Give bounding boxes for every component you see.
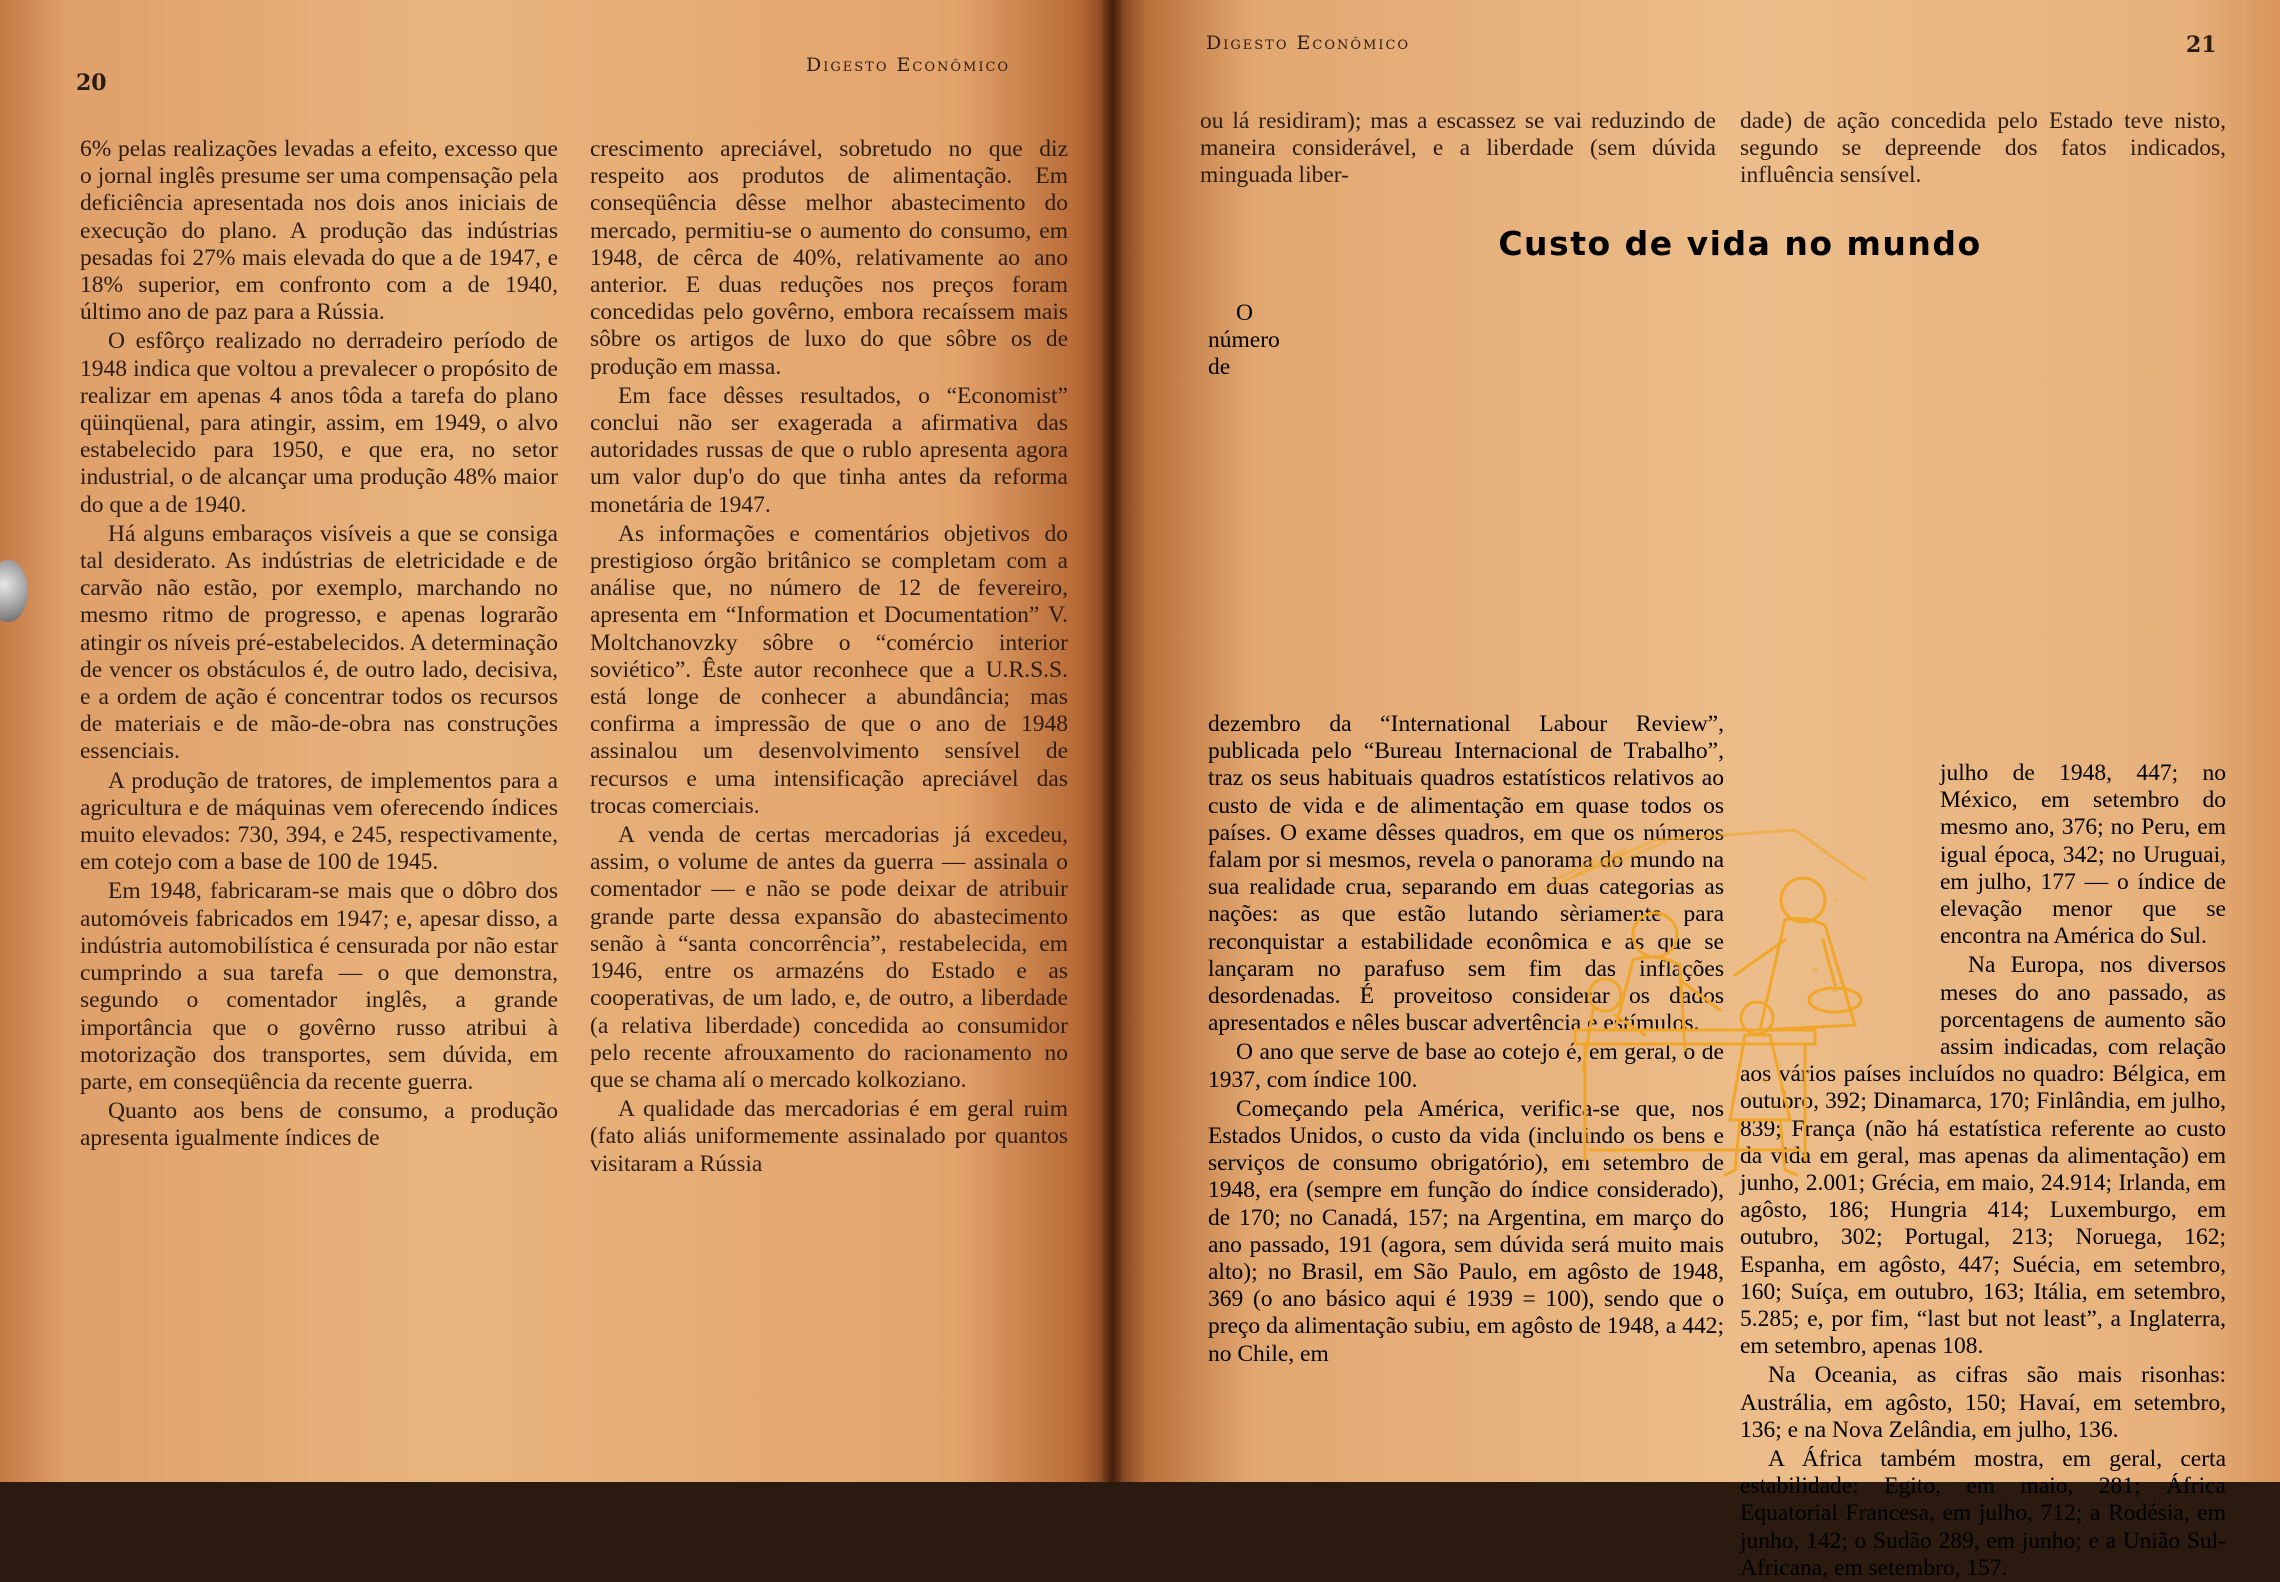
paragraph: 6% pelas realizações levadas a efeito, excesso que o jornal inglês presume ser uma compensação pela deficiência apresentada nos dois anos iniciais de execução do plano. A produção das indústrias pesadas foi 27% mais elevada do que a de 1947, e 18% superior, em confronto com a de 1940, último ano de paz para a Rússia. [80, 136, 558, 326]
paragraph: A qualidade das mercadorias é em geral ruim (fato aliás uniformemente assinalado por quantos visitaram a Rússia [590, 1096, 1068, 1177]
paragraph: A venda de certas mercadorias já excedeu, assim, o volume de antes da guerra — assinala o comentador — e não se pode deixar de atribuir grande parte dessa expansão do abastecimento senão à “santa concorrência”, restabelecida, em 1946, entre os armazéns do Estado e as cooperativas, de um lado, e, de outro, a liberdade (a relativa liberdade) concedida ao consumidor pelo recente afrouxamento do racionamento no que se chama alí o mercado kolkoziano. [590, 822, 1068, 1093]
paragraph: Quanto aos bens de consumo, a produção apresenta igualmente índices de [80, 1098, 558, 1152]
page-number: 20 [76, 70, 107, 96]
paragraph: As informações e comentários objetivos do prestigioso órgão britânico se completam com a análise que, no número de 12 de fevereiro, apresenta em “Information et Documentation” V. Moltchanovzky sôbre o “comércio interior soviético”. Êste autor reconhece que a U.R.S.S. está longe de conhecer a abundância; mas confirma a impressão de que o ano de 1948 assinalou um desenvolvimento sensível de recursos e uma intensificação apreciável das trocas comerciais. [590, 520, 1068, 819]
book-gutter [1100, 0, 1124, 1482]
paragraph: ou lá residiram); mas a escassez se vai reduzindo de maneira considerável, e a liberdade (sem dúvida minguada liber- [1200, 108, 1716, 189]
top-column-1 [1200, 108, 1716, 190]
top-column-2 [1740, 108, 2226, 190]
paragraph: dade) de ação concedida pelo Estado teve nisto, segundo se depreende dos fatos indicados, influência sensível. [1740, 108, 2226, 189]
article-heading: Custo de vida no mundo [1498, 224, 1982, 263]
paragraph: Na Oceania, as cifras são mais risonhas: Austrália, em agôsto, 150; Havaí, em setembro, 136; e na Nova Zelândia, em julho, 136. [1740, 1362, 2226, 1443]
paragraph: O número de dezembro da “International Labour Review”, publicada pelo “Bureau Internacional de Trabalho”, traz os seus habituais quadros estatísticos relativos ao custo de vida e de alimentação em quase todos os países. O exame dêsses quadros, em que os números falam por si mesmos, revela o panorama do mundo na sua realidade crua, separando em duas categorias as nações: as que estão lutando sèriamente para reconquistar a estabilidade econômica e as que se lançaram no parafuso sem fim das inflações desordenadas. É proveitoso considerar os dados apresentados e nêles buscar advertência e estímulos. [1208, 300, 1724, 1037]
paragraph: Em 1948, fabricaram-se mais que o dôbro dos automóveis fabricados em 1947; e, apesar disso, a indústria automobilística é censurada por não estar cumprindo a sua tarefa — o que demonstra, segundo o comentador inglês, a grande importância que o govêrno russo atribui à motorização dos transportes, sem dúvida, em parte, em conseqüência da recente guerra. [80, 878, 558, 1095]
coin-object [0, 560, 28, 622]
paragraph: Há alguns embaraços visíveis a que se consiga tal desiderato. As indústrias de eletricidade e de carvão não estão, por exemplo, marchando no mesmo ritmo de progresso, e apenas lograrão atingir os níveis pré-estabelecidos. A determinação de vencer os obstáculos é, de outro lado, decisiva, e a ordem de ação é concentrar todos os recursos de materiais e de mão-de-obra nas construções essenciais. [80, 520, 558, 765]
paragraph: Na Europa, nos diversos meses do ano passado, as porcentagens de aumento são assim indicadas, com relação aos vários países incluídos no quadro: Bélgica, em outubro, 392; Dinamarca, 170; Finlândia, em julho, 839; França (não há estatística referente ao custo da vida em geral, mas apenas da alimentação) em junho, 2.001; Grécia, em maio, 24.914; Irlanda, em agôsto, 186; Hungria 414; Luxemburgo, em outubro, 302; Portugal, 213; Noruega, 162; Espanha, em agôsto, 447; Suécia, em setembro, 160; Suíça, em outubro, 163; Itália, em setembro, 5.285; e, por fim, “last but not least”, a Inglaterra, em setembro, apenas 108. [1740, 952, 2226, 1360]
paragraph: Em face dêsses resultados, o “Economist” conclui não ser exagerada a afirmativa das autoridades russas de que o rublo apresenta agora um valor dup'o do que tinha antes da reforma monetária de 1947. [590, 382, 1068, 518]
page-number: 21 [2186, 32, 2217, 58]
left-column-1 [80, 136, 558, 1153]
paragraph: Começando pela América, verifica-se que, nos Estados Unidos, o custo da vida (incluindo os bens e serviços de consumo obrigatório), em setembro de 1948, era (sempre em função do índice considerado), de 170; no Canadá, 157; na Argentina, em março do ano passado, 191 (agora, sem dúvida será muito mais alto); no Brasil, em São Paulo, em agôsto de 1948, 369 (o ano básico aqui é 1939 = 100), sendo que o preço da alimentação subiu, em agôsto de 1948, a 442; no Chile, em [1208, 1095, 1724, 1367]
paragraph: O esfôrço realizado no derradeiro período de 1948 indica que voltou a prevalecer o propósito de realizar em apenas 4 anos tôda a tarefa do plano qüinqüenal, para atingir, assim, em 1949, o alvo estabelecido para 1950, e que era, no setor industrial, o de alcançar uma produção 48% maior do que a de 1940. [80, 328, 558, 518]
paragraph: O ano que serve de base ao cotejo é, em geral, o de 1937, com índice 100. [1208, 1039, 1724, 1093]
paragraph: A África também mostra, em geral, certa estabilidade: Egito, em maio, 281; África Equatorial Francesa, em julho, 712; a Rodésia, em junho, 142; o Sudão 289, em junho; e a União Sul-Africana, em setembro, 157. [1740, 1446, 2226, 1581]
paragraph: A produção de tratores, de implementos para a agricultura e de máquinas vem oferecendo índices muito elevados: 730, 394, e 245, respectivamente, em cotejo com a base de 100 de 1945. [80, 767, 558, 876]
paragraph: crescimento apreciável, sobretudo no que diz respeito aos produtos de alimentação. Em conseqüência dêsse melhor abastecimento do mercado, permitiu-se o aumento do consumo, em 1948, de cêrca de 40%, relativamente ao ano anterior. E duas reduções nos preços foram concedidas pelo govêrno, embora recaíssem mais sôbre os artigos de luxo do que sôbre os de produção em massa. [590, 136, 1068, 380]
running-head: Digesto Econômico [806, 54, 1011, 76]
left-page [0, 0, 1112, 1482]
paragraph: julho de 1948, 447; no México, em setembro do mesmo ano, 376; no Peru, em igual época, 342; no Uruguai, em julho, 177 — o índice de elevação menor que se encontra na América do Sul. [1940, 760, 2226, 950]
left-column-2 [590, 136, 1068, 1178]
running-head: Digesto Econômico [1206, 32, 1411, 54]
illustration-space [1304, 306, 1724, 711]
family-at-table-illustration [1535, 820, 1930, 1230]
